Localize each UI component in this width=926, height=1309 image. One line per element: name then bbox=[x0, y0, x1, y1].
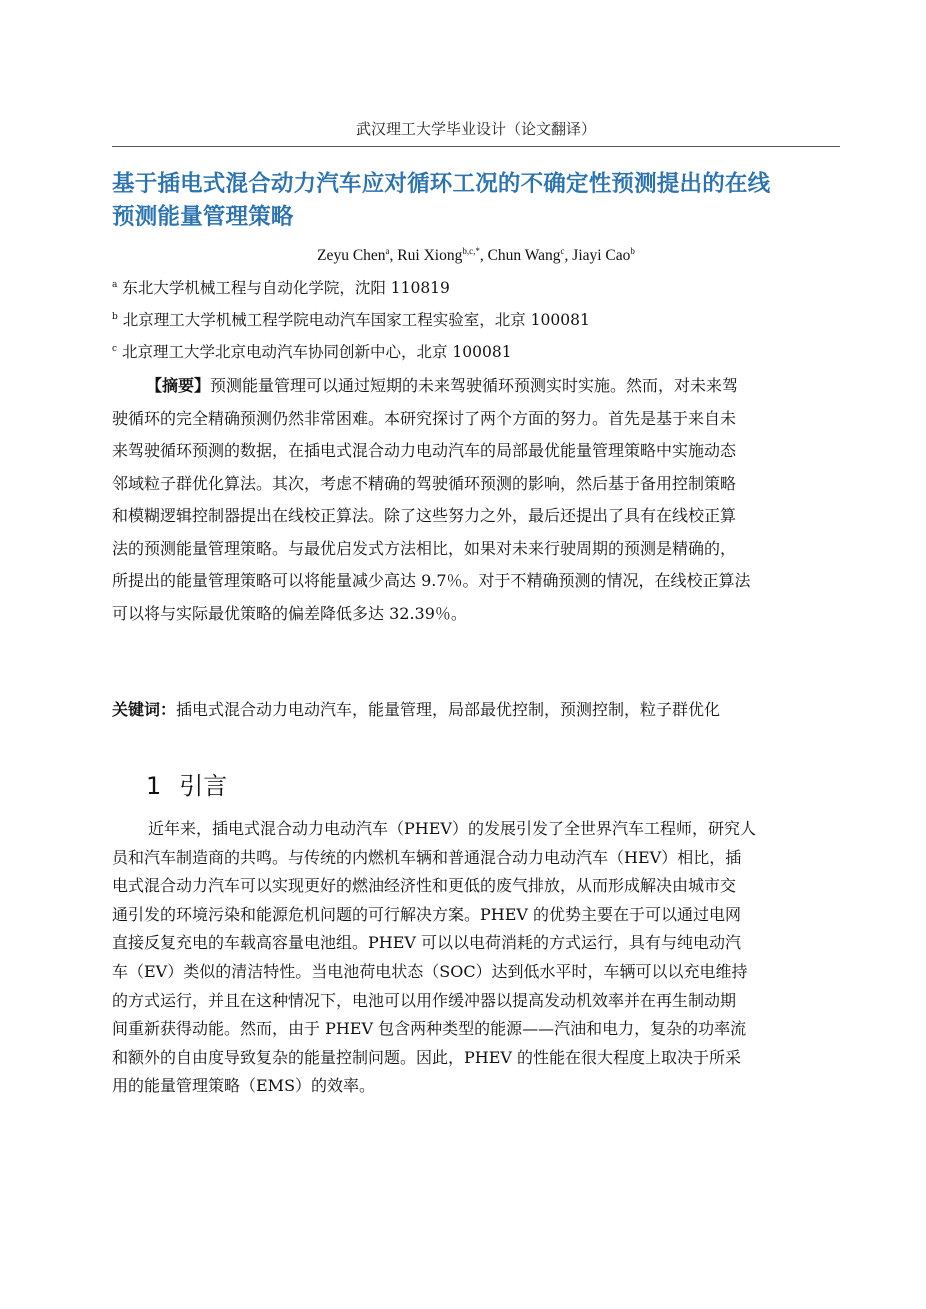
keywords bbox=[112, 697, 842, 720]
author-name: Zeyu Chen bbox=[317, 247, 386, 265]
page-header: 武汉理工大学毕业设计（论文翻译） bbox=[355, 120, 596, 138]
paragraph-line: 直接反复充电的车载高容量电池组。PHEV 可以以电荷消耗的方式运行，具有与纯电动汽 bbox=[112, 933, 742, 953]
author-name: Chun Wang bbox=[487, 247, 561, 265]
affiliation-text: 北京理工大学北京电动汽车协同创新中心，北京 100081 bbox=[121, 343, 512, 361]
paragraph-line: 员和汽车制造商的共鸣。与传统的内燃机车辆和普通混合动力电动汽车（HEV）相比，插 bbox=[112, 847, 742, 867]
section-number: 1 bbox=[146, 772, 162, 800]
intro-paragraph bbox=[112, 815, 842, 1101]
abstract-line: 来驾驶循环预测的数据，在插电式混合动力电动汽车的局部最优能量管理策略中实施动态 bbox=[112, 441, 737, 460]
affiliation-text: 东北大学机械工程与自动化学院，沈阳 110819 bbox=[122, 279, 450, 297]
title-line: 预测能量管理策略 bbox=[112, 204, 294, 230]
abstract-line bbox=[112, 370, 842, 403]
affiliation-b bbox=[112, 308, 590, 330]
abstract-line: 和模糊逻辑控制器提出在线校正算法。除了这些努力之外，最后还提出了具有在线校正算 bbox=[112, 506, 737, 525]
abstract-line: 邻域粒子群优化算法。其次，考虑不精确的驾驶循环预测的影响，然后基于备用控制策略 bbox=[112, 473, 737, 493]
author-affiliation-mark: a bbox=[385, 246, 390, 256]
keywords-label: 关键词： bbox=[112, 700, 177, 719]
paragraph-line: 近年来，插电式混合动力电动汽车（PHEV）的发展引发了全世界汽车工程师，研究人 bbox=[148, 819, 756, 838]
title-line: 基于插电式混合动力汽车应对循环工况的不确定性预测提出的在线 bbox=[112, 171, 771, 197]
abstract-line: 可以将与实际最优策略的偏差降低多达 32.39％。 bbox=[112, 603, 467, 623]
author-name: Rui Xiong bbox=[397, 247, 463, 265]
author-affiliation-mark: c bbox=[560, 246, 565, 256]
affiliation-mark: c bbox=[112, 343, 118, 354]
author-name: Jiayi Cao bbox=[572, 247, 631, 265]
paragraph-line: 用的能量管理策略（EMS）的效率。 bbox=[112, 1076, 376, 1096]
paragraph-line: 间重新获得动能。然而，由于 PHEV 包含两种类型的能源——汽油和电力，复杂的功率流 bbox=[112, 1019, 747, 1039]
abstract-label: 【摘要】 bbox=[146, 376, 211, 395]
paragraph-line: 通引发的环境污染和能源危机问题的可行解决方案。PHEV 的优势主要在于可以通过电网 bbox=[112, 904, 742, 924]
paper-title bbox=[112, 168, 847, 234]
header-divider bbox=[112, 146, 840, 147]
affiliation-mark: a bbox=[112, 279, 118, 290]
abstract-line: 驶循环的完全精确预测仍然非常困难。本研究探讨了两个方面的努力。首先是基于来自未 bbox=[112, 408, 737, 428]
author-list: Zeyu Chen$^a$, Rui Xiong$^{b,c,*}$, Chun Wang$^c$, Jiayi Cao$^b$ bbox=[317, 246, 635, 265]
paragraph-line: 电式混合动力汽车可以实现更好的燃油经济性和更低的废气排放，从而形成解决由城市交 bbox=[112, 876, 737, 896]
abstract-line: 法的预测能量管理策略。与最优启发式方法相比，如果对未来行驶周期的预测是精确的， bbox=[112, 538, 737, 558]
abstract-line-text: 预测能量管理可以通过短期的未来驾驶循环预测实时实施。然而，对未来驾 bbox=[210, 376, 739, 395]
paragraph-line: 的方式运行，并且在这种情况下，电池可以用作缓冲器以提高发动机效率并在再生制动期 bbox=[112, 990, 737, 1010]
affiliation-mark: b bbox=[112, 311, 118, 322]
paragraph-line: 车（EV）类似的清洁特性。当电池荷电状态（SOC）达到低水平时，车辆可以以充电维持 bbox=[112, 961, 748, 981]
abstract bbox=[112, 370, 842, 630]
author-affiliation-mark: b bbox=[630, 246, 635, 256]
section-title: 引言 bbox=[179, 772, 228, 800]
section-heading bbox=[146, 766, 227, 801]
affiliation-text: 北京理工大学机械工程学院电动汽车国家工程实验室，北京 100081 bbox=[122, 311, 590, 329]
author-affiliation-mark: b,c,* bbox=[462, 246, 480, 256]
affiliation-a bbox=[112, 276, 450, 298]
paragraph-line: 和额外的自由度导致复杂的能量控制问题。因此，PHEV 的性能在很大程度上取决于所采 bbox=[112, 1047, 742, 1067]
keywords-text: 插电式混合动力电动汽车，能量管理，局部最优控制，预测控制，粒子群优化 bbox=[176, 700, 721, 719]
abstract-line: 所提出的能量管理策略可以将能量减少高达 9.7％。对于不精确预测的情况，在线校正算法 bbox=[112, 571, 751, 590]
affiliation-c bbox=[112, 340, 512, 362]
